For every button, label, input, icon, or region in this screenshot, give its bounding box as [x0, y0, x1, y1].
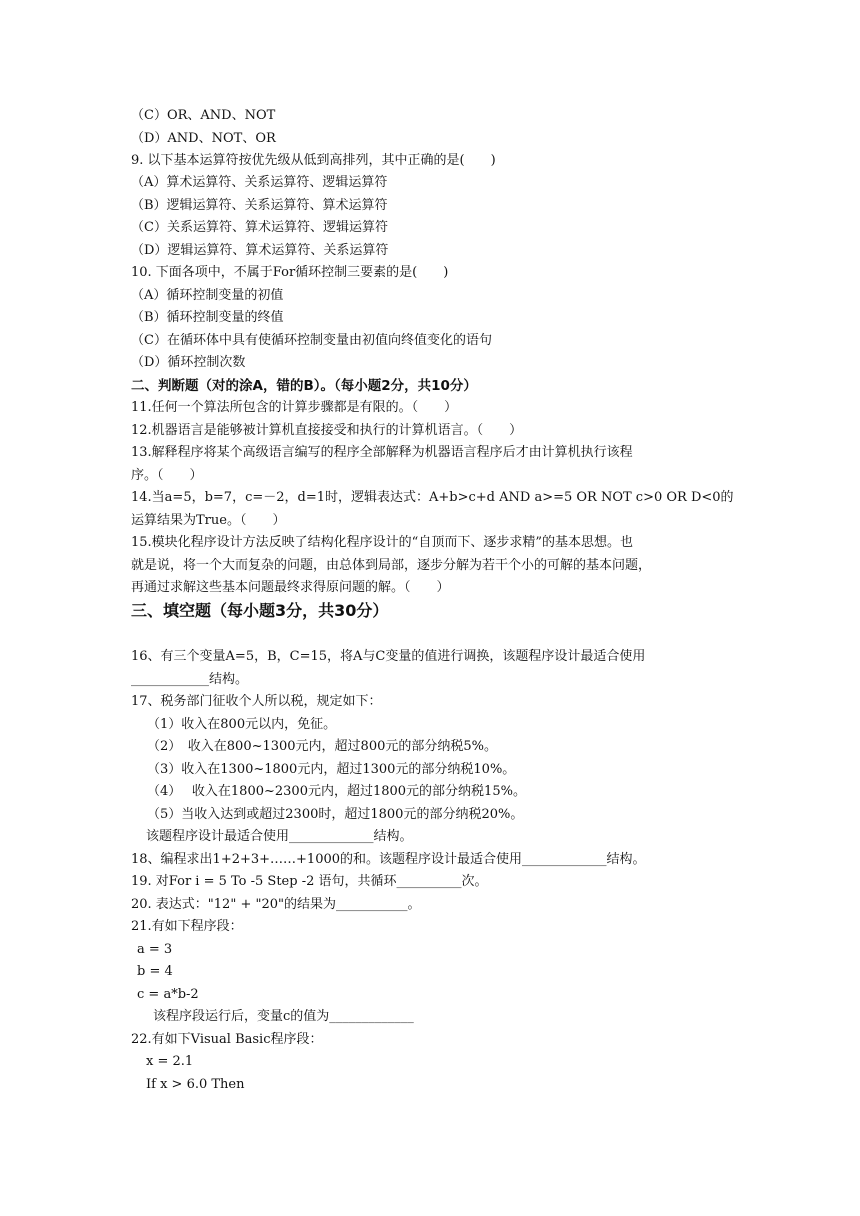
q9-option-b: （B）逻辑运算符、关系运算符、算术运算符 [131, 198, 388, 213]
q10-stem: 10. 下面各项中，不属于For循环控制三要素的是( ) [131, 265, 449, 280]
q14-line1: 14.当a=5，b=7，c=－2，d=1时，逻辑表达式：A+b>c+d AND a>=5 OR NOT c>0 OR D<0的 [131, 490, 734, 505]
q10-option-c: （C）在循环体中具有使循环控制变量由初值向终值变化的语句 [131, 333, 492, 348]
q8-option-d: （D）AND、NOT、OR [131, 131, 276, 146]
q10-option-a: （A）循环控制变量的初值 [131, 288, 284, 303]
q17-rule-2: （2） 收入在800~1300元内，超过800元的部分纳税5%。 [147, 739, 497, 754]
q21-code-line-2: b = 4 [137, 964, 173, 979]
q15-line1: 15.模块化程序设计方法反映了结构化程序设计的“自顶而下、逐步求精”的基本思想。也 [131, 535, 633, 550]
q15-line3: 再通过求解这些基本问题最终求得原问题的解。（ ） [131, 580, 450, 595]
q9-option-a: （A）算术运算符、关系运算符、逻辑运算符 [131, 175, 388, 190]
q22-code-line-2: If x > 6.0 Then [146, 1077, 245, 1092]
q9-stem: 9. 以下基本运算符按优先级从低到高排列，其中正确的是( ) [131, 153, 496, 168]
q9-option-d: （D）逻辑运算符、算术运算符、关系运算符 [131, 243, 389, 258]
q9-option-c: （C）关系运算符、算术运算符、逻辑运算符 [131, 220, 388, 235]
section2-title: 二、判断题（对的涂A，错的B）。（每小题2分，共10分） [131, 378, 477, 394]
q22-stem: 22.有如下Visual Basic程序段： [131, 1032, 323, 1047]
q17-stem: 17、税务部门征收个人所以税，规定如下： [131, 694, 382, 709]
q17-end: 该题程序设计最适合使用_____________结构。 [146, 829, 413, 844]
q16-line2: ____________结构。 [131, 672, 249, 687]
q10-option-b: （B）循环控制变量的终值 [131, 310, 284, 325]
q10-option-d: （D）循环控制次数 [131, 355, 246, 370]
q15-line2: 就是说，将一个大而复杂的问题，由总体到局部，逐步分解为若干个小的可解的基本问题， [131, 558, 652, 573]
q22-code-line-1: x = 2.1 [146, 1054, 194, 1069]
q21-code-line-1: a = 3 [137, 942, 173, 957]
q17-rule-5: （5）当收入达到或超过2300时，超过1800元的部分纳税20%。 [147, 807, 524, 822]
q17-rule-1: （1）收入在800元以内，免征。 [147, 717, 337, 732]
q14-line2: 运算结果为True。（ ） [131, 513, 286, 528]
q12: 12.机器语言是能够被计算机直接接受和执行的计算机语言。（ ） [131, 423, 523, 438]
q21-end: 该程序段运行后，变量c的值为_____________ [153, 1009, 414, 1024]
q17-rule-4: （4） 收入在1800~2300元内，超过1800元的部分纳税15%。 [147, 784, 526, 799]
q18: 18、编程求出1+2+3+……+1000的和。该题程序设计最适合使用_____________结构。 [131, 852, 646, 867]
q13-line1: 13.解释程序将某个高级语言编写的程序全部解释为机器语言程序后才由计算机执行该程 [131, 445, 633, 460]
q19: 19. 对For i = 5 To -5 Step -2 语句，共循环__________次。 [131, 874, 488, 889]
q21-stem: 21.有如下程序段： [131, 919, 243, 934]
section3-title: 三、填空题（每小题3分，共30分） [131, 601, 389, 620]
q20: 20. 表达式："12" + "20"的结果为___________。 [131, 897, 421, 912]
q21-code-line-3: c = a*b-2 [137, 987, 199, 1002]
q16-line1: 16、有三个变量A=5，B，C=15，将A与C变量的值进行调换，该题程序设计最适合使用 [131, 649, 646, 664]
q8-option-c: （C）OR、AND、NOT [131, 108, 276, 123]
q13-line2: 序。（ ） [131, 468, 203, 483]
q17-rule-3: （3）收入在1300~1800元内，超过1300元的部分纳税10%。 [147, 762, 516, 777]
q11: 11.任何一个算法所包含的计算步骤都是有限的。（ ） [131, 400, 458, 415]
